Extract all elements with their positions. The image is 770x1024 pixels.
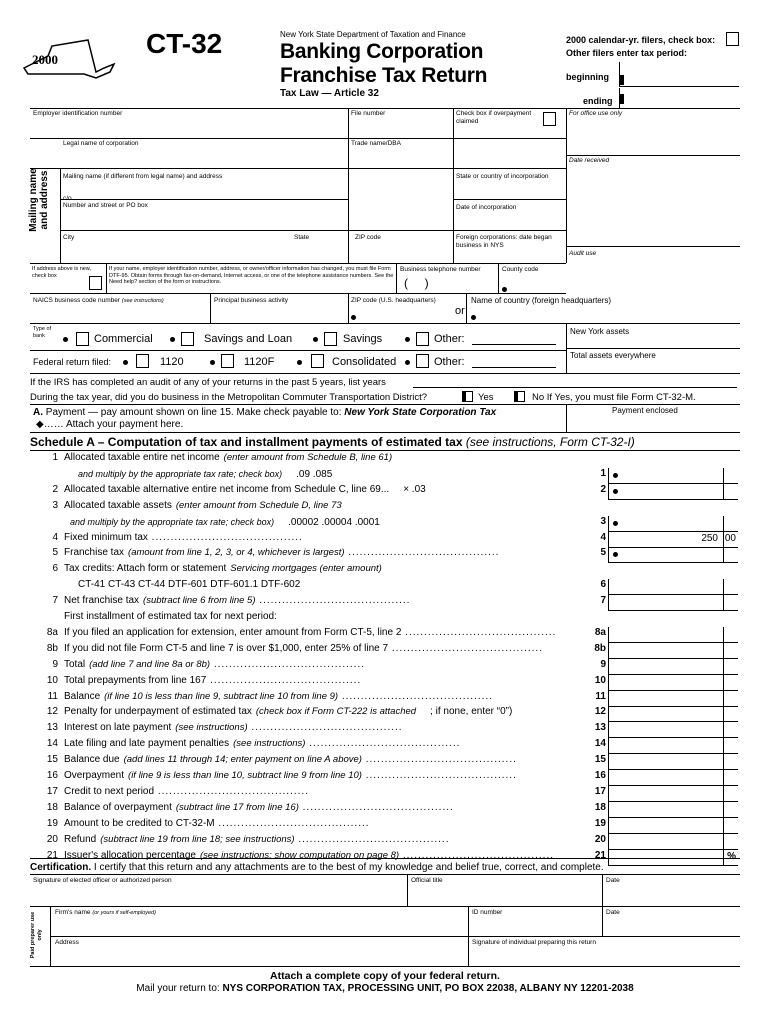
fed-other-label: Other:	[434, 356, 465, 368]
line-description: Balance of overpayment (subtract line 17 from line 16) ........................................	[64, 801, 454, 813]
schedule-a-line-row	[0, 547, 770, 563]
line-amount-field[interactable]	[608, 547, 738, 563]
federal-return-label: Federal return filed:	[33, 357, 112, 367]
form-title-line1: Banking Corporation	[280, 40, 484, 63]
attach-payment-label: ◆…… Attach your payment here.	[36, 419, 184, 430]
fed-other-field[interactable]	[472, 367, 556, 368]
irs-audit-question: If the IRS has completed an audit of any of your returns in the past 5 years, list years	[30, 377, 386, 388]
cents-divider	[723, 595, 724, 611]
schedule-a-line-row	[0, 802, 770, 818]
fed-consolidated-checkbox[interactable]	[311, 354, 324, 368]
line-description: Interest on late payment (see instructions) ........................................	[64, 722, 403, 734]
line-amount-field[interactable]	[608, 802, 738, 818]
attach-federal-note: Attach a complete copy of your federal return.	[270, 970, 500, 982]
cents-divider	[723, 627, 724, 643]
line-extra-options[interactable]: CT-41 CT-43 CT-44 DTF-601 DTF-601.1 DTF-602	[78, 579, 301, 591]
line-amount-field[interactable]	[608, 643, 738, 659]
line-box-label: 1	[600, 467, 606, 479]
mctd-question: During the tax year, did you do business in the Metropolitan Commuter Transportation District?	[30, 392, 428, 403]
line-amount-field[interactable]	[608, 818, 738, 834]
mctd-no-checkbox[interactable]	[514, 391, 525, 402]
required-bullet	[613, 521, 618, 526]
line-number: 18	[46, 801, 58, 813]
leader-dots: ........................................	[298, 801, 454, 813]
signature-field[interactable]	[30, 885, 407, 905]
naics-label: NAICS business code number (see instructions)	[33, 297, 164, 304]
fed-consolidated-label: Consolidated	[332, 356, 397, 368]
country-hq-label: Name of country (foreign headquarters)	[471, 296, 612, 305]
type-of-bank-label: Type of bank	[33, 326, 52, 339]
line-amount-field[interactable]	[608, 579, 738, 595]
leader-dots: ........................................	[247, 722, 403, 734]
trade-name-label: Trade name/DBA	[351, 140, 401, 147]
prep-signature-label: Signature of individual preparing this return	[472, 939, 596, 946]
schedule-a-line-row	[0, 595, 770, 611]
line-description: Refund (subtract line 19 from line 18; see instructions) ........................................	[64, 833, 450, 845]
line-number: 8a	[46, 626, 58, 638]
date-incorp-label: Date of incorporation	[456, 204, 517, 211]
mctd-yes-label: Yes	[478, 392, 494, 403]
line-number: 3	[52, 499, 58, 511]
cents-divider	[723, 706, 724, 722]
payment-enclosed-field[interactable]	[567, 416, 740, 432]
cents-divider	[723, 770, 724, 786]
line-box-label: 4	[600, 531, 606, 543]
line-amount-field[interactable]	[608, 532, 738, 548]
line-description: If you filed an application for extension, enter amount from Form CT-5, line 2 ........................................	[64, 626, 557, 638]
cents-divider	[723, 754, 724, 770]
leader-dots: ........................................	[210, 658, 365, 670]
firm-name-label: Firm's name (or yours if self-employed)	[55, 909, 156, 916]
schedule-a-line-row	[0, 643, 770, 659]
line-box-label: 2	[600, 483, 606, 495]
leader-dots: ........................................	[361, 770, 517, 781]
street-label: Number and street or PO box	[63, 202, 148, 209]
line-box-label: 6	[600, 579, 606, 591]
county-code-label: County code	[502, 266, 539, 273]
line-number: 1	[52, 452, 58, 463]
line-extra-options[interactable]: .09 .085	[296, 468, 333, 480]
name-change-note: If your name, employer identification number, address, or owner/officer information has changed, you must file Form DTF-95. Obtain forms through fax-on-demand, Internet access, or one of the telephone assistance numbers. See the Need help? section of the form or instructions.	[109, 266, 394, 285]
schedule-a-line-row	[0, 579, 770, 595]
savings-loan-label: Savings and Loan	[204, 333, 293, 345]
ny-assets-label: New York assets	[570, 327, 630, 336]
payment-line-a: A. Payment — pay amount shown on line 15. Make check payable to: New York State Corporation Tax	[33, 407, 497, 418]
line-amount-field[interactable]	[608, 659, 738, 675]
line-description: Issuer's allocation percentage (see instructions; show computation on page 8) ........................................	[64, 849, 555, 861]
arrow-icon: ◆……	[36, 419, 64, 430]
line-box-label: 17	[594, 785, 606, 797]
cents-divider	[723, 643, 724, 659]
schedule-a-line-row	[0, 770, 770, 786]
mctd-yes-checkbox[interactable]	[462, 391, 473, 402]
line-description: Net franchise tax (subtract line 6 from line 5) ........................................	[64, 595, 411, 607]
line-number: 2	[52, 483, 58, 495]
cents-divider	[723, 468, 724, 484]
line-number: 7	[52, 595, 58, 607]
ein-field[interactable]	[32, 118, 347, 136]
address-label: Address	[55, 939, 79, 946]
line-description: Fixed minimum tax ........................................	[64, 531, 303, 543]
fed-1120f-label: 1120F	[244, 356, 275, 368]
cents-divider	[723, 722, 724, 738]
line-box-label: 21	[594, 849, 606, 861]
line-description: Overpayment (if line 9 is less than line 10, subtract line 9 from line 10) ........................................	[64, 770, 517, 781]
line-box-label: 19	[594, 817, 606, 829]
certification-text: Certification. I certify that this return and any attachments are to the best of my knowledge and belief true, correct, and complete.	[30, 862, 604, 873]
line-description: Amount to be credited to CT-32-M ........................................	[64, 817, 370, 829]
line-number: 11	[47, 690, 58, 702]
cents-divider	[723, 818, 724, 834]
address-new-label: If address above is new, check box	[32, 266, 92, 279]
overpayment-label: Check box if overpayment claimed	[456, 110, 532, 125]
other-bank-label: Other:	[434, 333, 465, 345]
line-number: 20	[46, 833, 58, 845]
mailing-name-address-label: Mailing name and address	[28, 168, 50, 232]
phone-parens: ( )	[404, 276, 429, 290]
fed-1120-label: 1120	[160, 356, 184, 368]
date2-label: Date	[606, 909, 620, 916]
schedule-a-line-row	[0, 563, 770, 579]
cents-divider	[723, 834, 724, 850]
line-number: 12	[46, 706, 58, 718]
leader-dots: ........................................	[338, 690, 493, 702]
fed-1120f-checkbox[interactable]	[221, 354, 234, 368]
line-amount-field[interactable]	[608, 691, 738, 707]
line-description: Total (add line 7 and line 8a or 8b) ........................................	[64, 658, 365, 670]
line-number: 4	[52, 531, 58, 543]
line-box-label: 14	[594, 738, 606, 750]
line-number: 17	[46, 785, 58, 797]
schedule-a-line-row	[0, 706, 770, 722]
cents-divider	[723, 786, 724, 802]
line-amount-field[interactable]	[608, 516, 738, 532]
line-box-label: 3	[600, 515, 606, 527]
required-bullet	[613, 552, 618, 557]
line-amount-field[interactable]	[608, 484, 738, 500]
line-extra-options[interactable]: .00002 .00004 .0001	[288, 516, 380, 528]
line-amount-field[interactable]	[608, 786, 738, 802]
legal-name-label: Legal name of corporation	[63, 140, 139, 147]
line-description: Franchise tax (amount from line 1, 2, 3, or 4, whichever is largest) ........................................	[64, 547, 500, 559]
cents-divider	[723, 484, 724, 500]
required-bullet	[613, 489, 618, 494]
date-received-label: Date received	[569, 157, 610, 164]
date-label: Date	[606, 877, 620, 884]
cents-divider	[723, 675, 724, 691]
schedule-a-line-row	[0, 675, 770, 691]
leader-dots: ........................................	[214, 817, 370, 829]
agency-name: New York State Department of Taxation and Finance	[280, 30, 466, 39]
line-amount-field[interactable]	[608, 595, 738, 611]
schedule-a-line-row	[0, 452, 770, 468]
line-description: Balance (if line 10 is less than line 9, subtract line 10 from line 9) ........................................	[64, 690, 493, 702]
form-number: CT-32	[146, 28, 223, 59]
line-description: Tax credits: Attach form or statement Servicing mortgages (enter amount)	[64, 563, 382, 575]
line4-amount: 250	[701, 532, 718, 544]
fed-1120-checkbox[interactable]	[136, 354, 149, 368]
line-extra-options[interactable]: ; if none, enter “0”)	[430, 706, 513, 718]
line4-cents: 00	[724, 532, 736, 544]
line-amount-field[interactable]	[608, 834, 738, 850]
zip-label: ZIP code	[355, 234, 381, 241]
leader-dots: ........................................	[388, 642, 543, 654]
business-phone-label: Business telephone number	[400, 266, 481, 273]
schedule-a-line-row	[0, 738, 770, 754]
cents-divider	[723, 738, 724, 754]
commercial-checkbox[interactable]	[76, 332, 89, 346]
foreign-corps-label: Foreign corporations: date began business in NYS	[456, 234, 552, 249]
calendar-filers-label: 2000 calendar-yr. filers, check box:	[566, 35, 716, 45]
line-description: Total prepayments from line 167 ........................................	[64, 674, 362, 686]
line-box-label: 16	[594, 770, 606, 781]
line-number: 13	[46, 722, 58, 734]
irs-audit-years-field[interactable]	[413, 387, 737, 388]
audit-use-label: Audit use	[569, 250, 597, 257]
beginning-field[interactable]	[619, 62, 739, 87]
paid-preparer-label: Paid preparer use only	[30, 911, 43, 959]
line-box-label: 10	[594, 674, 606, 686]
official-title-label: Official title	[411, 877, 443, 884]
leader-dots: ........................................	[305, 738, 461, 750]
beginning-label: beginning	[566, 72, 609, 82]
leader-dots: ........................................	[206, 674, 362, 686]
line-number: 15	[46, 754, 58, 766]
calendar-year-checkbox[interactable]	[726, 32, 739, 46]
line-amount-field[interactable]	[608, 770, 738, 786]
line-number: 5	[52, 547, 58, 559]
leader-dots: ........................................	[147, 531, 303, 543]
cents-divider	[723, 659, 724, 675]
line-amount-field[interactable]	[608, 627, 738, 643]
overpayment-checkbox[interactable]	[543, 112, 556, 126]
year-badge: 2000	[32, 52, 58, 67]
form-title-line2: Franchise Tax Return	[280, 64, 488, 87]
cents-divider	[723, 516, 724, 532]
cents-divider	[723, 691, 724, 707]
line-number: 8b	[46, 642, 58, 654]
schedule-a-line-row	[0, 500, 770, 516]
schedule-a-line-row	[0, 611, 770, 627]
percent-unit: %	[727, 850, 736, 862]
line-description: If you did not file Form CT-5 and line 7 is over $1,000, enter 25% of line 7 ........................................	[64, 642, 543, 654]
total-assets-label: Total assets everywhere	[570, 351, 656, 360]
line-box-label: 18	[594, 801, 606, 813]
savings-label: Savings	[343, 333, 383, 345]
line-number: 21	[46, 849, 58, 861]
other-bank-checkbox[interactable]	[416, 332, 429, 346]
line-description: and multiply by the appropriate tax rate; check box) .09 .085	[78, 468, 333, 480]
cents-divider	[723, 579, 724, 595]
cents-divider	[723, 532, 724, 548]
line-description: Credit to next period ........................................	[64, 785, 309, 797]
ending-field[interactable]	[619, 88, 739, 108]
leader-dots: ........................................	[255, 595, 411, 607]
line-description: First installment of estimated tax for next period:	[64, 611, 277, 622]
office-use-label: For office use only	[569, 110, 623, 117]
mail-address: Mail your return to: NYS CORPORATION TAX, PROCESSING UNIT, PO BOX 22038, ALBANY NY 12201-2038	[136, 983, 634, 994]
line-description: Late filing and late payment penalties (see instructions) ........................................	[64, 738, 461, 750]
file-number-label: File number	[351, 110, 386, 117]
state-incorp-label: State or country of incorporation	[456, 173, 549, 180]
schedule-a-line-row	[0, 468, 770, 484]
line-box-label: 8b	[594, 642, 606, 654]
co-label: c/o	[63, 195, 72, 202]
line-box-label: 11	[595, 690, 606, 702]
mctd-no-label: No If Yes, you must file Form CT-32-M.	[532, 392, 696, 403]
line-description: Allocated taxable alternative entire net income from Schedule C, line 69... × .03	[64, 483, 426, 495]
commercial-label: Commercial	[94, 333, 153, 345]
line-description: Allocated taxable entire net income (enter amount from Schedule B, line 61)	[64, 452, 393, 463]
line-number: 9	[52, 658, 58, 670]
line-description	[64, 579, 300, 591]
line-box-label: 13	[594, 722, 606, 734]
schedule-a-line-row	[0, 516, 770, 532]
cents-divider	[723, 802, 724, 818]
leader-dots: ........................................	[401, 626, 557, 638]
required-bullet	[613, 473, 618, 478]
line-amount-field[interactable]	[608, 754, 738, 770]
line-box-label: 7	[600, 595, 606, 607]
line-number: 16	[46, 770, 58, 781]
line-box-label: 12	[594, 706, 606, 718]
line-amount-field[interactable]	[608, 722, 738, 738]
schedule-a-line-row	[0, 722, 770, 738]
line-box-label: 5	[600, 547, 606, 559]
savings-checkbox[interactable]	[324, 332, 337, 346]
legal-name-field[interactable]	[62, 148, 347, 166]
line-amount-field[interactable]	[608, 468, 738, 484]
schedule-a-line-row	[0, 659, 770, 675]
ein-label: Employer identification number	[33, 110, 123, 117]
line-box-label: 8a	[594, 626, 606, 638]
line-number: 10	[46, 674, 58, 686]
schedule-a-title: Schedule A – Computation of tax and installment payments of estimated tax (see instructions, Form CT-32-I)	[30, 435, 635, 449]
leader-dots: ........................................	[361, 754, 517, 766]
principal-activity-label: Principal business activity	[214, 297, 289, 304]
other-filers-label: Other filers enter tax period:	[566, 48, 688, 58]
zip-hq-label: ZIP code (U.S. headquarters)	[351, 297, 436, 304]
line-number: 19	[46, 817, 58, 829]
schedule-a-line-row	[0, 834, 770, 850]
address-new-checkbox[interactable]	[89, 276, 102, 290]
state-label: State	[294, 234, 310, 241]
fed-other-checkbox[interactable]	[416, 354, 429, 368]
line-box-label: 9	[600, 658, 606, 670]
line-number: 14	[46, 738, 58, 750]
leader-dots: ........................................	[154, 785, 309, 797]
schedule-a-line-row	[0, 818, 770, 834]
line-description: Allocated taxable assets (enter amount from Schedule D, line 73	[64, 499, 342, 511]
line-amount-field[interactable]	[608, 706, 738, 722]
line-description: Penalty for underpayment of estimated tax (check box if Form CT-222 is attached ; if none, enter “0”)	[64, 706, 513, 718]
or-label: or	[455, 305, 465, 317]
mailing-name-label: Mailing name (if different from legal name) and address	[63, 173, 223, 180]
tax-law-label: Tax Law — Article 32	[280, 88, 379, 99]
signature-label: Signature of elected officer or authorized person	[33, 877, 172, 884]
schedule-a-line-row	[0, 532, 770, 548]
schedule-a-line-row	[0, 691, 770, 707]
savings-loan-checkbox[interactable]	[181, 332, 194, 346]
other-bank-field[interactable]	[472, 344, 556, 345]
line-description: Balance due (add lines 11 through 14; enter payment on line A above) ........................................	[64, 754, 517, 766]
line-box-label: 15	[594, 754, 606, 766]
leader-dots: ........................................	[399, 849, 555, 861]
line-box-label: 20	[594, 833, 606, 845]
line-amount-field[interactable]	[608, 675, 738, 691]
city-label: City	[63, 234, 75, 241]
line-amount-field[interactable]	[608, 738, 738, 754]
schedule-a-line-row	[0, 627, 770, 643]
leader-dots: ........................................	[344, 547, 500, 559]
line-extra-options[interactable]: × .03	[403, 483, 426, 495]
line-description: and multiply by the appropriate tax rate; check box) .00002 .00004 .0001	[70, 516, 380, 528]
payment-enclosed-label: Payment enclosed	[612, 406, 678, 415]
ending-label: ending	[583, 96, 613, 106]
id-number-label: ID number	[472, 909, 503, 916]
schedule-a-line-row	[0, 754, 770, 770]
leader-dots: ........................................	[294, 833, 450, 845]
schedule-a-line-row	[0, 484, 770, 500]
cents-divider	[723, 547, 724, 563]
schedule-a-line-row	[0, 786, 770, 802]
line-number: 6	[52, 563, 58, 575]
